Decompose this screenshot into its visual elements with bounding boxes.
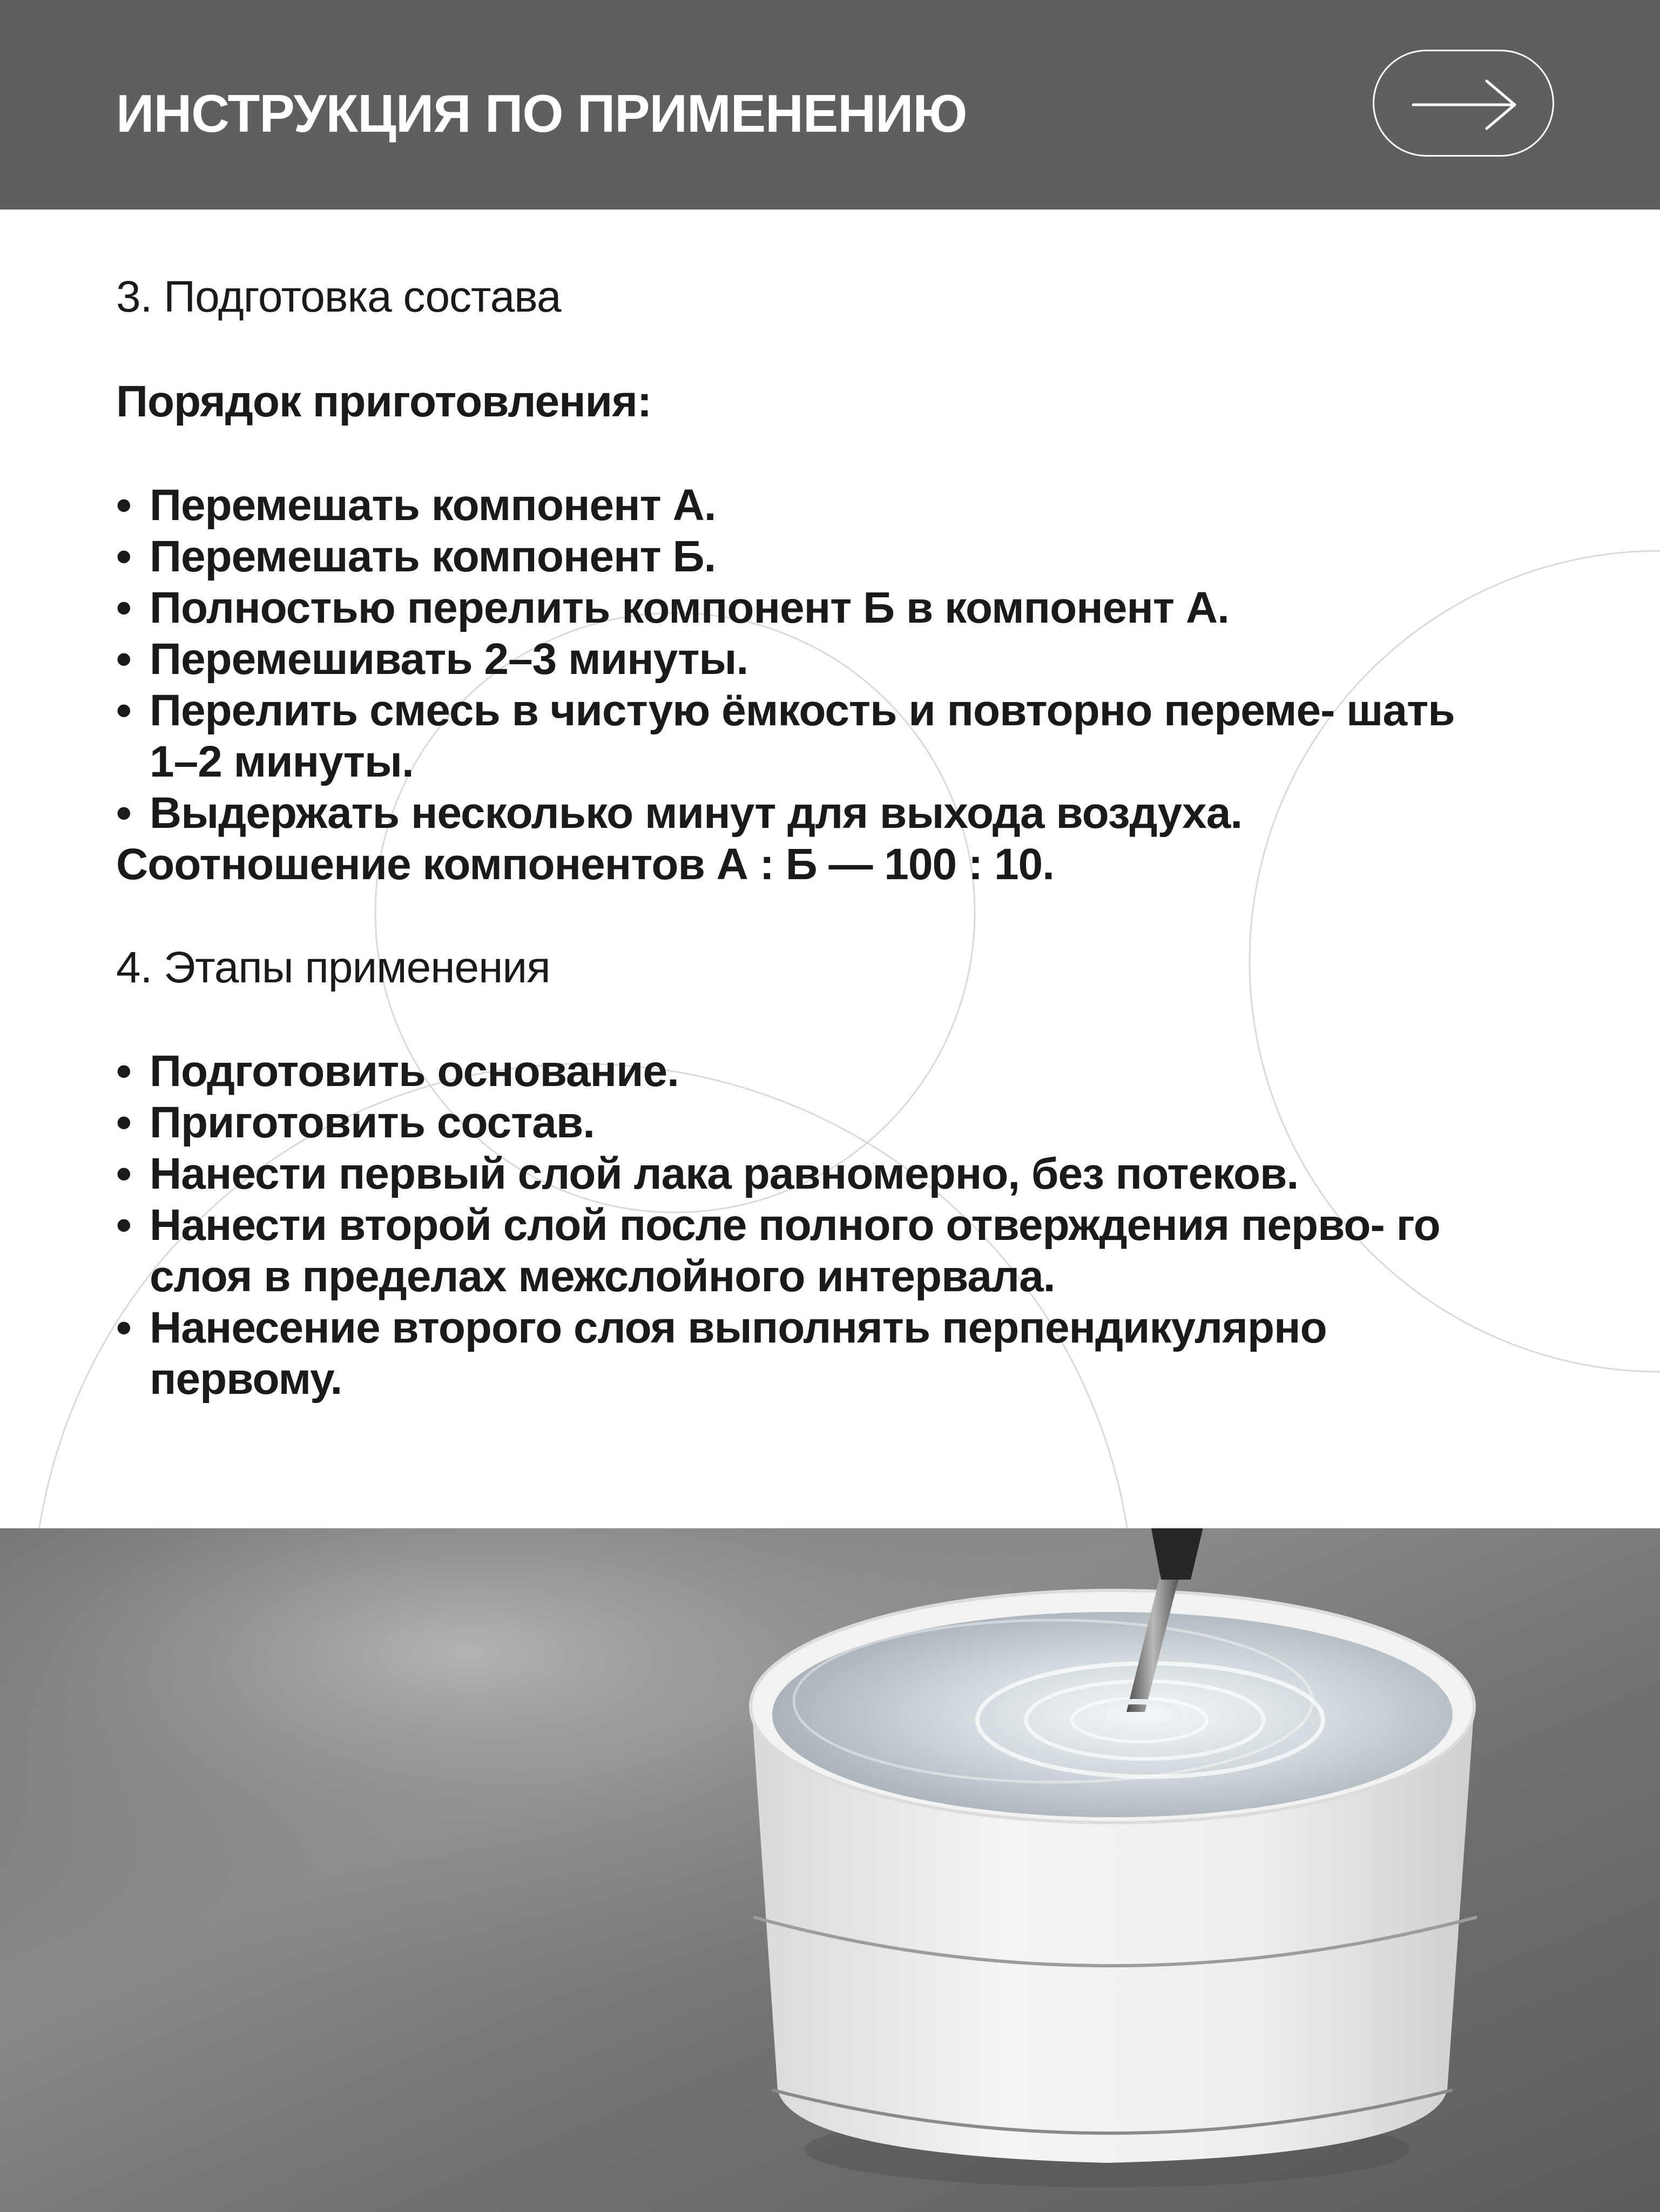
preparation-order-heading: Порядок приготовления: [116, 377, 652, 426]
step-text: Приготовить состав. [150, 1098, 595, 1147]
step-text: Подготовить основание. [150, 1047, 679, 1096]
section-4-title: 4. Этапы применения [116, 943, 550, 992]
list-item [116, 480, 1574, 531]
header-bar [0, 0, 1660, 210]
next-button[interactable] [1373, 50, 1554, 157]
bullet: • [116, 635, 131, 684]
preparation-steps-list [116, 480, 1574, 839]
bullet: • [116, 788, 131, 838]
component-ratio: Соотношение компонентов А : Б — 100 : 10. [116, 840, 1054, 889]
page-title: ИНСТРУКЦИЯ ПО ПРИМЕНЕНИЮ [116, 84, 967, 143]
list-item [116, 531, 1574, 582]
section-3-title: 3. Подготовка состава [116, 272, 561, 321]
bullet: • [116, 1047, 131, 1096]
mixer-in-bucket-photo [0, 1528, 1660, 2212]
list-item [116, 633, 1574, 685]
bullet: • [116, 1098, 131, 1147]
step-text: Перемешивать 2–3 минуты. [150, 635, 748, 684]
list-item [116, 582, 1574, 633]
step-text: Нанесение второго слоя выполнять перпендикулярно первому. [150, 1303, 1327, 1404]
bullet: • [116, 1149, 131, 1198]
step-text: Перемешать компонент А. [150, 481, 716, 530]
step-text: Перелить смесь в чистую ёмкость и повторно переме- шать 1–2 минуты. [150, 686, 1455, 786]
list-item [116, 685, 1489, 787]
step-text: Выдержать несколько минут для выхода воздуха. [150, 788, 1243, 838]
step-text: Нанести первый слой лака равномерно, без потеков. [150, 1149, 1299, 1198]
list-item [116, 787, 1574, 839]
bullet: • [116, 686, 131, 735]
step-text: Нанести второй слой после полного отверждения перво- го слоя в пределах межслойного интервала. [150, 1201, 1440, 1301]
list-item [116, 1148, 1574, 1199]
bullet: • [116, 583, 131, 632]
bullet: • [116, 1303, 131, 1352]
bullet: • [116, 532, 131, 581]
step-text: Полностью перелить компонент Б в компонент А. [150, 583, 1229, 632]
list-item [116, 1046, 1574, 1097]
arrow-right-icon [1411, 78, 1519, 132]
instruction-content [116, 270, 1574, 1405]
step-text: Перемешать компонент Б. [150, 532, 716, 581]
list-item [116, 1302, 1467, 1405]
list-item [116, 1199, 1532, 1302]
list-item [116, 1097, 1574, 1148]
application-steps-list [116, 1046, 1574, 1405]
bullet: • [116, 1201, 131, 1250]
bullet: • [116, 481, 131, 530]
